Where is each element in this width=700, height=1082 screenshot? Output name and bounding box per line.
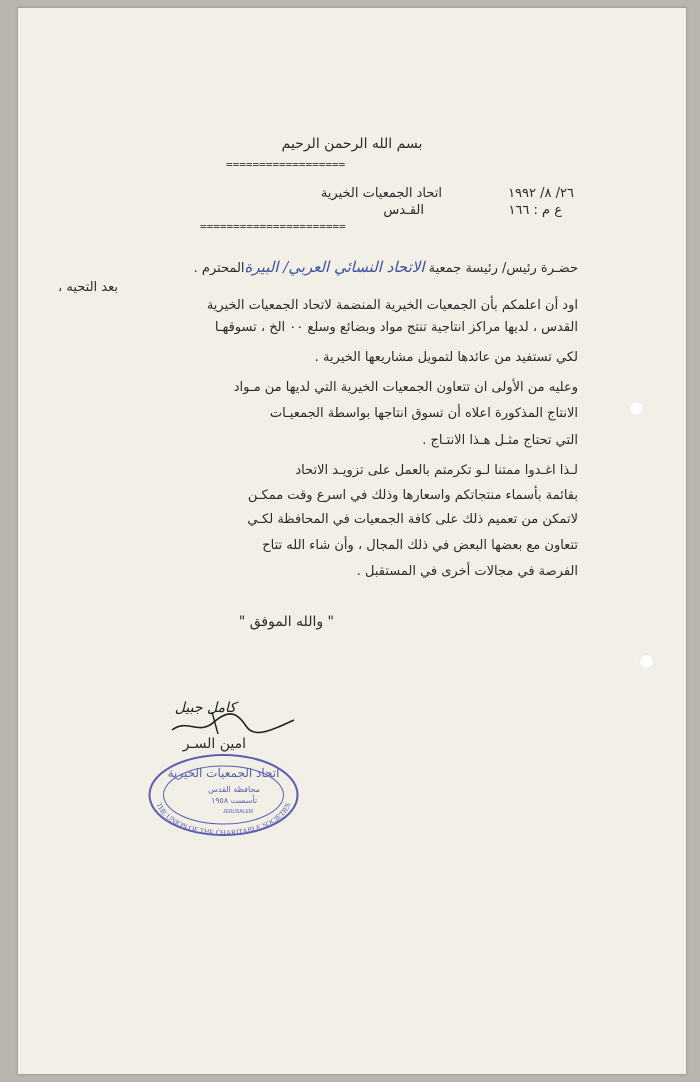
body-line: اود أن اعلمكم بأن الجمعيات الخيرية المنضمة لاتحاد الجمعيات الخيرية (206, 298, 578, 313)
body-line: لـذا اغـدوا ممتنا لـو تكرمتم بالعمل على تزويـد الاتحاد (295, 463, 578, 478)
body-line: تتعاون مع بعضها البعض في ذلك المجال ، وأن شاء الله تتاح (262, 538, 578, 553)
letter-page (18, 8, 686, 1074)
header-date: ٢٦/ ٨/ ١٩٩٢ (508, 186, 574, 201)
header-organization-name: اتحاد الجمعيات الخيرية (320, 186, 442, 201)
basmala-heading: بسم الله الرحمن الرحيم (281, 136, 423, 152)
stamp-english-ring: THE UNION OF THE CHARITABLE SOCIETIES (154, 801, 293, 838)
punch-hole-bottom (639, 654, 654, 669)
signer-title: امين السـر (182, 736, 246, 752)
salutation-suffix: المحترم . (193, 261, 245, 276)
stamp-founding-year: تأسست ١٩٥٨ (210, 796, 258, 805)
organization-stamp (146, 753, 301, 838)
body-line: الفرصة في مجالات أخرى في المستقبل . (356, 564, 578, 579)
stamp-seal (146, 753, 301, 838)
header-underline: ====================== (200, 220, 346, 233)
header-reference-number: ع م : ١٦٦ (508, 203, 562, 218)
closing-phrase: " والله الموفق " (238, 614, 334, 630)
body-line: وعليه من الأولى ان تتعاون الجمعيات الخيرية التي لديها من مـواد (233, 380, 578, 395)
basmala-underline: ================== (226, 158, 346, 171)
body-line: الانتاج المذكورة اعلاه أن تسوق انتاجها بواسطة الجمعيـات (269, 406, 578, 421)
signer-name: كامل جبيل (174, 700, 236, 716)
stamp-arabic-subtitle: محافظة القدس (208, 785, 260, 794)
header-organization-city: القـدس (383, 203, 424, 218)
recipient-handwritten: الاتحاد النسائي العربي/ البيرة (244, 258, 425, 276)
signature-stroke (168, 708, 298, 738)
stamp-arabic-name: اتحاد الجمعيات الخيرية (167, 766, 280, 780)
body-line: القدس ، لديها مراكز انتاجية تنتج مواد وبضائع وسلع ٠٠ الخ ، تسوقهـا (214, 320, 578, 335)
body-line: بقائمة بأسماء منتجاتكم واسعارها وذلك في اسرع وقت ممكـن (247, 488, 578, 503)
body-line: التي تحتاج مثـل هـذا الانتـاج . (422, 433, 578, 448)
salutation-line (194, 258, 578, 276)
salutation-prefix: حضـرة رئيس/ رئيسة جمعية (424, 261, 578, 276)
body-line: لكي تستفيد من عائدها لتمويل مشاريعها الخيرية . (314, 350, 578, 365)
stamp-city: JERUSALEM (222, 809, 254, 815)
punch-hole-top (629, 401, 644, 416)
body-line: لاتمكن من تعميم ذلك على كافة الجمعيات في المحافظة لكـي (247, 512, 578, 527)
greeting: بعد التحيه ، (58, 280, 118, 295)
